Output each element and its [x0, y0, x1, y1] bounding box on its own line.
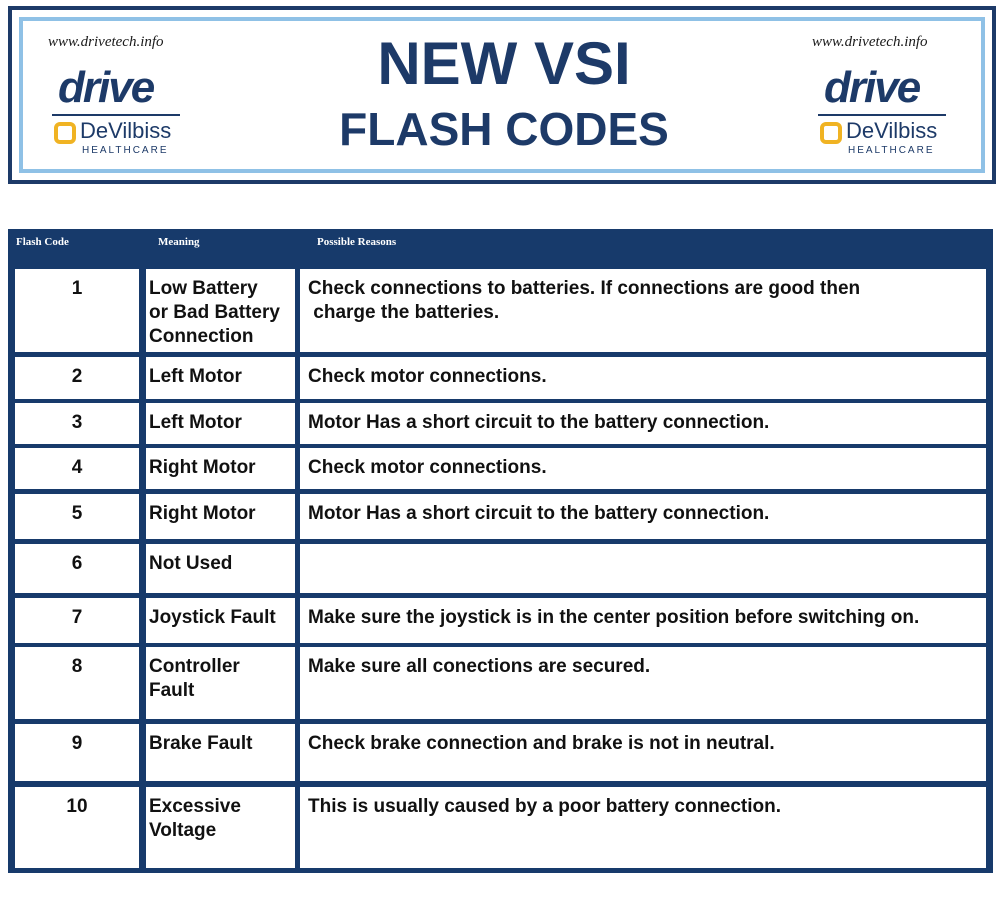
- table-cell-reason: [300, 357, 986, 399]
- meaning-text: Brake Fault: [149, 733, 253, 754]
- table-cell-reason: [300, 494, 986, 539]
- page-title: NEW VSI: [377, 30, 631, 97]
- code-text: 8: [71, 656, 83, 677]
- healthcare-tagline: HEALTHCARE: [82, 145, 169, 156]
- table-cell-code: [15, 724, 139, 781]
- reason-text: Make sure the joystick is in the center position before switching on.: [308, 607, 920, 628]
- page-subtitle: FLASH CODES: [339, 103, 669, 155]
- meaning-text: Controller: [149, 656, 240, 677]
- meaning-text: Connection: [149, 326, 254, 347]
- table-cell-reason: [300, 724, 986, 781]
- column-header-possible-reasons: Possible Reasons: [317, 236, 397, 248]
- reason-text: charge the batteries.: [308, 302, 500, 323]
- table-cell-code: [15, 403, 139, 444]
- healthcare-tagline: HEALTHCARE: [848, 145, 935, 156]
- meaning-text: Left Motor: [149, 412, 242, 433]
- table-cell-reason: [300, 403, 986, 444]
- table-cell-meaning: [146, 403, 295, 444]
- table-cell-code: [15, 787, 139, 868]
- meaning-text: Right Motor: [149, 503, 256, 524]
- code-text: 9: [71, 733, 83, 754]
- meaning-text: Not Used: [149, 553, 233, 574]
- meaning-text: Voltage: [149, 820, 217, 841]
- table-cell-code: [15, 269, 139, 352]
- meaning-text: Fault: [149, 680, 195, 701]
- drive-logo-text: drive: [824, 63, 920, 112]
- table-cell-meaning: [146, 544, 295, 593]
- table-cell-code: [15, 448, 139, 489]
- column-header-meaning: Meaning: [158, 236, 200, 248]
- reason-text: This is usually caused by a poor battery connection.: [308, 796, 782, 817]
- code-text: 2: [71, 366, 83, 387]
- meaning-text: or Bad Battery: [149, 302, 280, 323]
- table-cell-meaning: [146, 448, 295, 489]
- website-link-right[interactable]: www.drivetech.info: [812, 34, 928, 50]
- table-cell-reason: [300, 448, 986, 489]
- devilbiss-logo-text: DeVilbiss: [80, 118, 172, 143]
- table-cell-reason: [300, 544, 986, 593]
- table-cell-meaning: [146, 269, 295, 352]
- reason-text: Motor Has a short circuit to the battery connection.: [308, 503, 770, 524]
- table-cell-meaning: [146, 598, 295, 643]
- table-cell-meaning: [146, 357, 295, 399]
- meaning-text: Excessive: [149, 796, 241, 817]
- code-text: 7: [71, 607, 83, 628]
- table-cell-code: [15, 544, 139, 593]
- meaning-text: Joystick Fault: [149, 607, 276, 628]
- website-link-left[interactable]: www.drivetech.info: [48, 34, 164, 50]
- meaning-text: Left Motor: [149, 366, 242, 387]
- meaning-text: Right Motor: [149, 457, 256, 478]
- reason-text: Check brake connection and brake is not in neutral.: [308, 733, 775, 754]
- code-text: 5: [71, 503, 83, 524]
- table-cell-meaning: [146, 647, 295, 719]
- table-cell-reason: [300, 598, 986, 643]
- table-cell-code: [15, 598, 139, 643]
- table-cell-meaning: [146, 724, 295, 781]
- code-text: 1: [71, 278, 83, 299]
- reason-text: Check connections to batteries. If connections are good then: [308, 278, 861, 299]
- column-header-flash-code: Flash Code: [16, 236, 69, 248]
- table-cell-code: [15, 494, 139, 539]
- table-cell-reason: [300, 787, 986, 868]
- reason-text: Make sure all conections are secured.: [308, 656, 651, 677]
- reason-text: Check motor connections.: [308, 366, 547, 387]
- table-cell-meaning: [146, 494, 295, 539]
- code-text: 4: [71, 457, 83, 478]
- table-cell-code: [15, 647, 139, 719]
- reason-text: Check motor connections.: [308, 457, 547, 478]
- table-cell-meaning: [146, 787, 295, 868]
- devilbiss-logo-text: DeVilbiss: [846, 118, 938, 143]
- meaning-text: Low Battery: [149, 278, 258, 299]
- reason-text: Motor Has a short circuit to the battery connection.: [308, 412, 770, 433]
- flash-code-table: [8, 229, 993, 873]
- table-cell-reason: [300, 647, 986, 719]
- table-cell-reason: [300, 269, 986, 352]
- code-text: 6: [71, 553, 83, 574]
- table-cell-code: [15, 357, 139, 399]
- code-text: 10: [66, 796, 88, 817]
- drive-logo-text: drive: [58, 63, 154, 112]
- code-text: 3: [71, 412, 83, 433]
